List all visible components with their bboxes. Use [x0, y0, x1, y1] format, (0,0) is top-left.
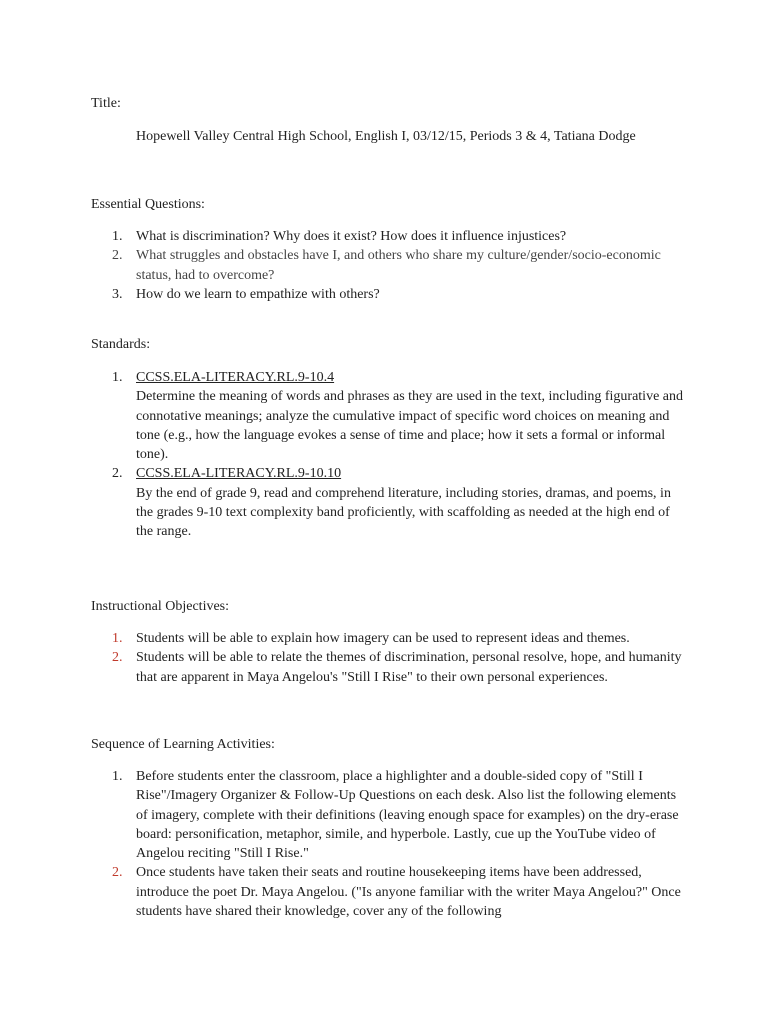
- list-number: 1.: [112, 229, 123, 244]
- question-text: How do we learn to empathize with others?: [136, 286, 380, 302]
- objective-text: Students will be able to relate the themes of discrimination, personal resolve, hope, and humanity that are apparent in Maya Angelou's "Still I Rise" to their own personal experiences.: [136, 650, 682, 685]
- list-number: 1.: [112, 769, 123, 784]
- list-item: [0, 285, 684, 304]
- list-item: [0, 368, 684, 464]
- title-label: Title:: [91, 96, 121, 111]
- list-number: 1.: [112, 370, 123, 385]
- list-item: [0, 246, 684, 285]
- standards-list: [0, 368, 684, 542]
- question-text: What is discrimination? Why does it exist? How does it influence injustices?: [136, 229, 567, 244]
- standard-text: By the end of grade 9, read and comprehend literature, including stories, dramas, and poems, in the grades 9-10 text complexity band proficiently, with scaffolding as needed at the high end of the range.: [136, 485, 671, 540]
- essential-questions-label: Essential Questions:: [91, 197, 205, 212]
- list-item: [0, 648, 684, 687]
- question-text: What struggles and obstacles have I, and others who share my culture/gender/socio-economic status, had to overcome?: [136, 248, 661, 283]
- list-number: 2.: [112, 466, 123, 482]
- list-number: 1.: [112, 631, 123, 646]
- title-value: Hopewell Valley Central High School, English I, 03/12/15, Periods 3 & 4, Tatiana Dodge: [136, 129, 636, 144]
- list-item: [0, 227, 684, 246]
- list-item: [0, 629, 684, 648]
- objectives-list: [0, 629, 684, 687]
- standards-label: Standards:: [91, 337, 151, 352]
- standard-link[interactable]: CCSS.ELA-LITERACY.RL.9-10.4: [136, 370, 335, 385]
- list-item: [0, 464, 684, 541]
- standard-link[interactable]: CCSS.ELA-LITERACY.RL.9-10.10: [136, 466, 342, 482]
- standard-text: Determine the meaning of words and phrases as they are used in the text, including figurative and connotative meanings; analyze the cumulative impact of specific word choices on meaning and tone (e.g., how the language evokes a sense of time and place; how it sets a formal or informal tone).: [136, 389, 683, 463]
- instructional-objectives-label: Instructional Objectives:: [91, 599, 230, 614]
- activity-text: Once students have taken their seats and routine housekeeping items have been addressed, introduce the poet Dr. Maya Angelou. ("Is anyone familiar with the writer Maya Angelou?" Once students have shared their knowledge, cover any of the following: [136, 865, 681, 920]
- activity-text: Before students enter the classroom, place a highlighter and a double-sided copy of "Still I Rise"/Imagery Organizer & Follow-Up Questions on each desk. Also list the following elements of imagery, complete with their definitions (leaving enough space for examples) on the dry-erase board: personification, metaphor, simile, and hyperbole. Lastly, cue up the YouTube video of Angelou reciting "Still I Rise.": [136, 769, 679, 862]
- list-number: 2.: [112, 865, 123, 881]
- list-item: [0, 863, 684, 921]
- list-item: [0, 767, 684, 863]
- objective-text: Students will be able to explain how imagery can be used to represent ideas and themes.: [136, 631, 630, 646]
- list-number: 2.: [112, 650, 123, 666]
- list-number: 3.: [112, 286, 123, 302]
- sequence-list: [0, 767, 684, 921]
- sequence-label: Sequence of Learning Activities:: [91, 737, 275, 752]
- list-number: 2.: [112, 248, 123, 264]
- essential-questions-list: [0, 227, 684, 304]
